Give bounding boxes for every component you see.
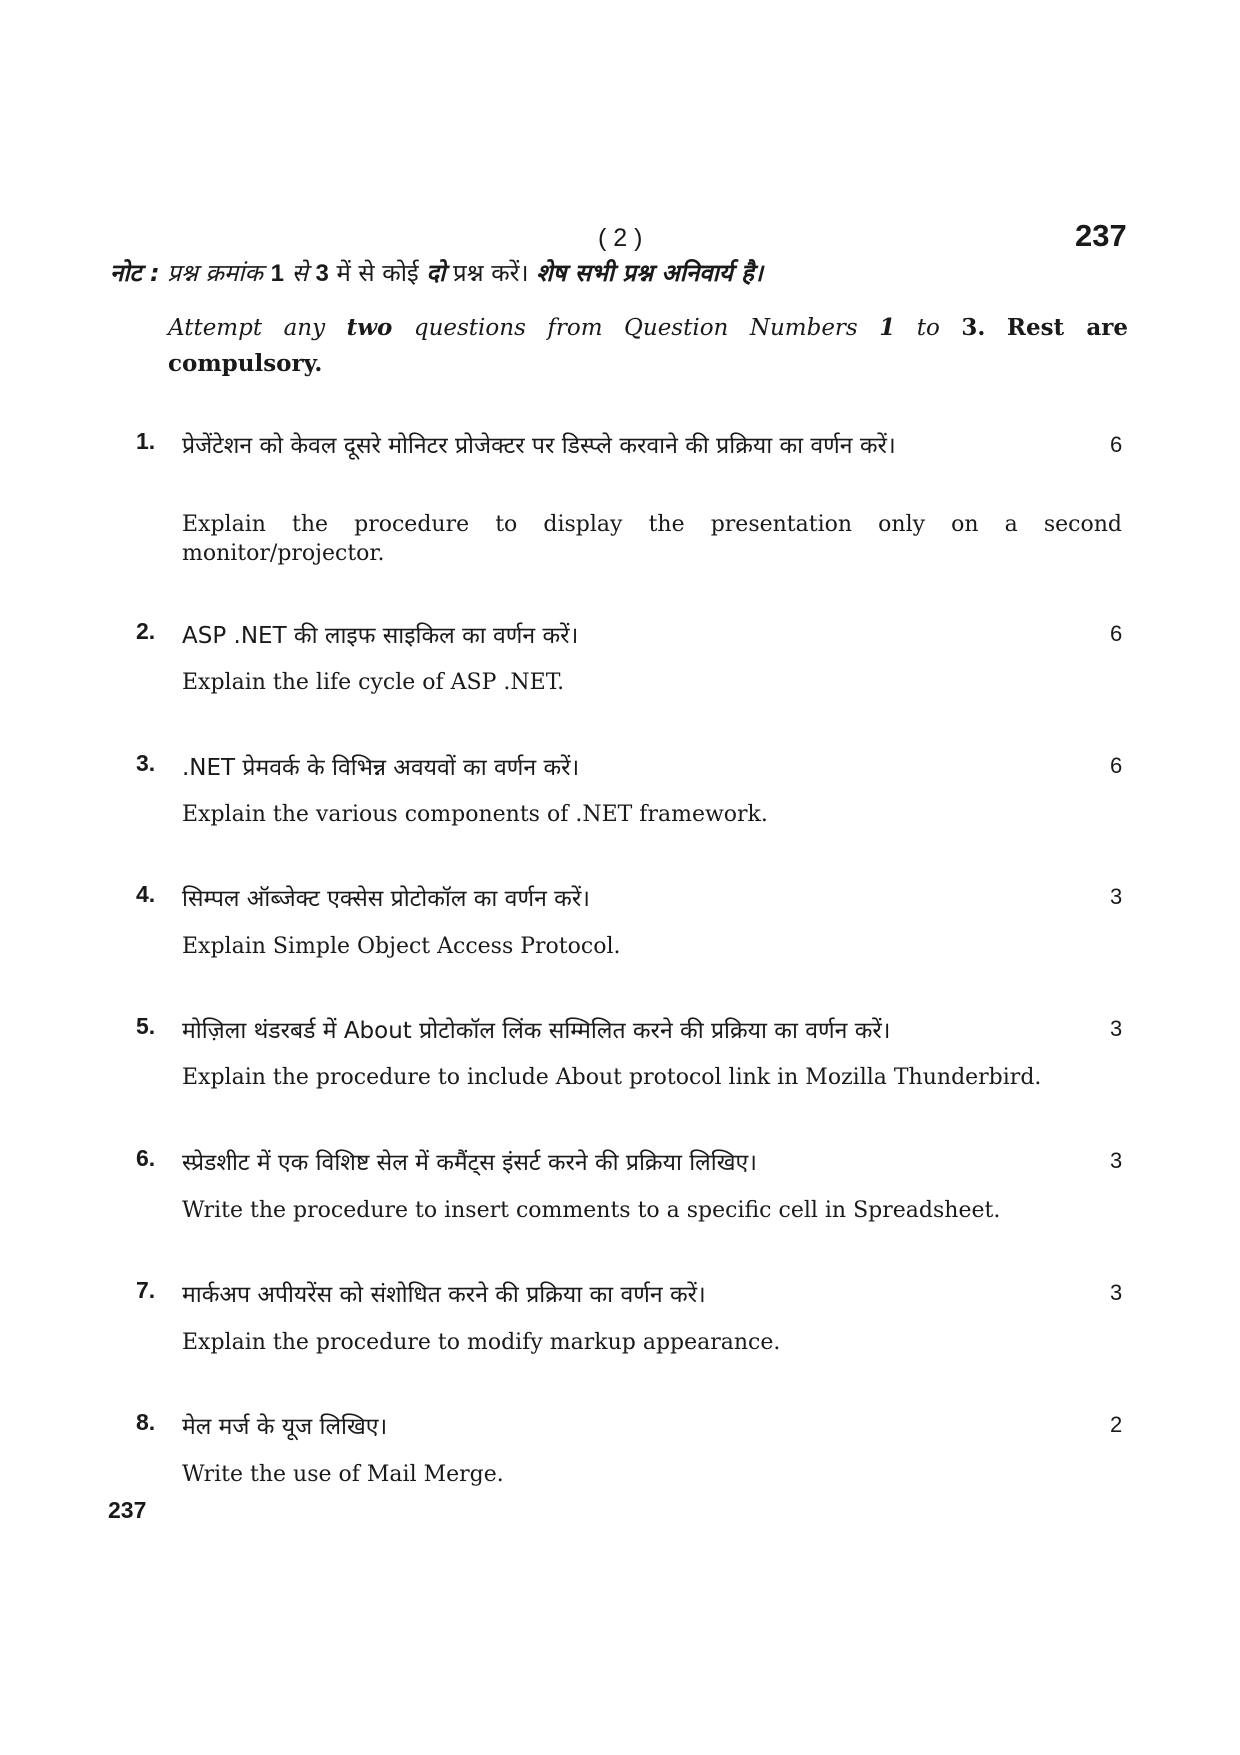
- note-en-text: Attempt any: [168, 315, 326, 341]
- paper-code-bottom: 237: [108, 1497, 147, 1523]
- question-hindi: मोज़िला थंडरबर्ड में About प्रोटोकॉल लिंक सम्मिलित करने की प्रक्रिया का वर्णन करें।: [182, 1018, 891, 1044]
- question-marks: 3: [1110, 884, 1123, 909]
- question-english: Write the use of Mail Merge.: [182, 1462, 504, 1487]
- note-en-number: 3.: [961, 314, 986, 341]
- question-marks: 2: [1110, 1412, 1123, 1437]
- question-hindi: सिम्पल ऑब्जेक्ट एक्सेस प्रोटोकॉल का वर्णन करें।: [182, 886, 590, 912]
- question-marks: 3: [1110, 1148, 1123, 1173]
- question-hindi: प्रेजेंटेशन को केवल दूसरे मोनिटर प्रोजेक्टर पर डिस्प्ले करवाने की प्रक्रिया का वर्णन करें।: [182, 433, 896, 459]
- question-number: 4.: [136, 881, 156, 907]
- page-number: ( 2 ): [598, 224, 643, 252]
- question-hindi: मार्कअप अपीयरेंस को संशोधित करने की प्रक्रिया का वर्णन करें।: [182, 1282, 706, 1308]
- note-en-text: questions from Question Numbers: [413, 315, 858, 341]
- question-hindi: मेल मर्ज के यूज लिखिए।: [182, 1414, 388, 1440]
- question-marks: 6: [1110, 621, 1123, 646]
- question-number: 3.: [136, 750, 156, 776]
- question-marks: 6: [1110, 432, 1123, 457]
- question-english: Explain the procedure to include About protocol link in Mozilla Thunderbird.: [182, 1065, 1042, 1090]
- note-hindi-emphasis: दो: [426, 259, 446, 287]
- question-english: Explain Simple Object Access Protocol.: [182, 934, 621, 959]
- question-english: Explain the life cycle of ASP .NET.: [182, 670, 565, 695]
- note-hindi-text: प्रश्न करें।: [452, 259, 529, 287]
- note-english: [168, 310, 1128, 382]
- question-number: 1.: [136, 428, 156, 454]
- question-english: Explain the various components of .NET framework.: [182, 802, 768, 827]
- note-hindi-number: 1: [270, 260, 284, 287]
- question-marks: 6: [1110, 753, 1123, 778]
- note-en-text: to: [916, 315, 940, 341]
- paper-code-top: 237: [1075, 218, 1127, 253]
- question-number: 6.: [136, 1145, 156, 1171]
- note-en-number: 1: [879, 314, 896, 341]
- note-hindi-text: से: [291, 259, 308, 287]
- note-hindi-number: 3: [315, 260, 329, 287]
- question-hindi: .NET प्रेमवर्क के विभिन्न अवयवों का वर्णन करें।: [182, 755, 580, 781]
- question-hindi: ASP .NET की लाइफ साइकिल का वर्णन करें।: [182, 623, 579, 649]
- question-marks: 3: [1110, 1016, 1123, 1041]
- note-hindi-text: में से कोई: [336, 259, 419, 287]
- question-marks: 3: [1110, 1280, 1123, 1305]
- note-en-emphasis: Rest are compulsory.: [168, 314, 1129, 377]
- question-english: Write the procedure to insert comments to a specific cell in Spreadsheet.: [182, 1198, 1001, 1223]
- question-english: Explain the procedure to display the presentation only on a second monitor/projector.: [182, 512, 1122, 566]
- question-english: Explain the procedure to modify markup appearance.: [182, 1330, 781, 1355]
- question-hindi: स्प्रेडशीट में एक विशिष्ट सेल में कमैंट्स इंसर्ट करने की प्रक्रिया लिखिए।: [182, 1150, 757, 1176]
- note-hindi-text: प्रश्न क्रमांक: [167, 259, 263, 287]
- note-hindi-prefix: नोट :: [110, 259, 160, 287]
- question-number: 7.: [136, 1277, 156, 1303]
- question-number: 5.: [136, 1013, 156, 1039]
- question-number: 2.: [136, 618, 156, 644]
- note-hindi: [110, 256, 763, 289]
- question-number: 8.: [136, 1409, 156, 1435]
- note-hindi-emphasis: शेष सभी प्रश्न अनिवार्य है।: [536, 259, 763, 287]
- note-en-emphasis: two: [346, 314, 393, 341]
